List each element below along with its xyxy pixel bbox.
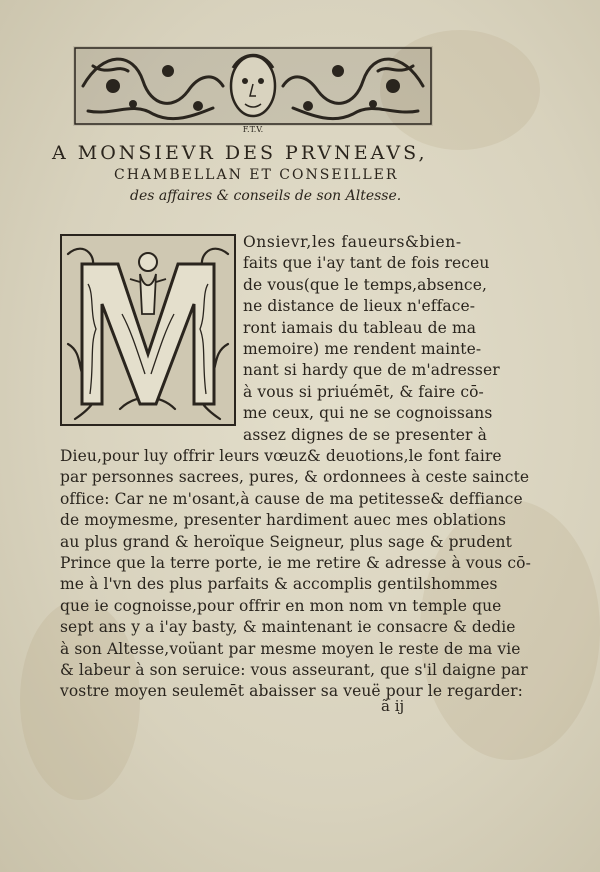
text-line: me ceux, qui ne se cognoissans [243,404,493,423]
text-line: Prince que la terre porte, ie me retire & adresse à vous cō- [60,554,531,572]
text-line: office: Car ne m'osant,à cause de ma petitesse& deffiance [60,489,523,508]
signature-mark: ã ij [381,697,405,715]
text-line: par personnes sacrees, pures, & ordonnees à ceste saincte [60,468,530,487]
text-line: à son Altesse,voüant par mesme moyen le reste de ma vie [60,639,521,658]
text-line: vostre moyen seulemēt abaisser sa veuë pour le regarder: [60,682,523,701]
text-line: à vous si priuémēt, & faire cō- [243,382,484,401]
text-line: memoire) me rendent mainte- [243,340,482,358]
text-line: ront iamais du tableau de ma [243,318,477,337]
decorated-initial-m [60,234,236,426]
text-line: de vous(que le temps,absence, [243,275,488,294]
text-line: que ie cognoisse,pour offrir en mon nom vn temple que [60,596,502,615]
headpiece-monogram: F.T.V. [242,125,264,134]
text-line: faits que i'ay tant de fois receu [243,254,490,273]
text-line: ne distance de lieux n'efface- [243,297,476,316]
dedication-subtitle-italic: des affaires & conseils de son Altesse. [130,188,402,204]
text-line: assez dignes de se presenter à [243,425,487,444]
dedication-title: A MONSIEVR DES PRVNEAVS, [52,142,428,164]
text-line: Dieu,pour luy offrir leurs vœuz& deuotions,le font faire [60,447,502,465]
text-line: nant si hardy que de m'adresser [243,361,500,380]
text-line: au plus grand & heroïque Seigneur, plus sage & prudent [60,532,512,551]
text-line: de moymesme, presenter hardiment auec mes oblations [60,511,506,530]
ornamental-headpiece [73,46,433,134]
text-line: me à l'vn des plus parfaits & accomplis gentilshommes [60,575,498,594]
text-line: Onsievr,les faueurs&bien- [243,233,462,251]
dedication-subtitle: CHAMBELLAN ET CONSEILLER [114,167,399,183]
text-line: sept ans y a i'ay basty, & maintenant ie consacre & dedie [60,618,516,637]
text-line: & labeur à son seruice: vous asseurant, que s'il daigne par [60,661,528,679]
